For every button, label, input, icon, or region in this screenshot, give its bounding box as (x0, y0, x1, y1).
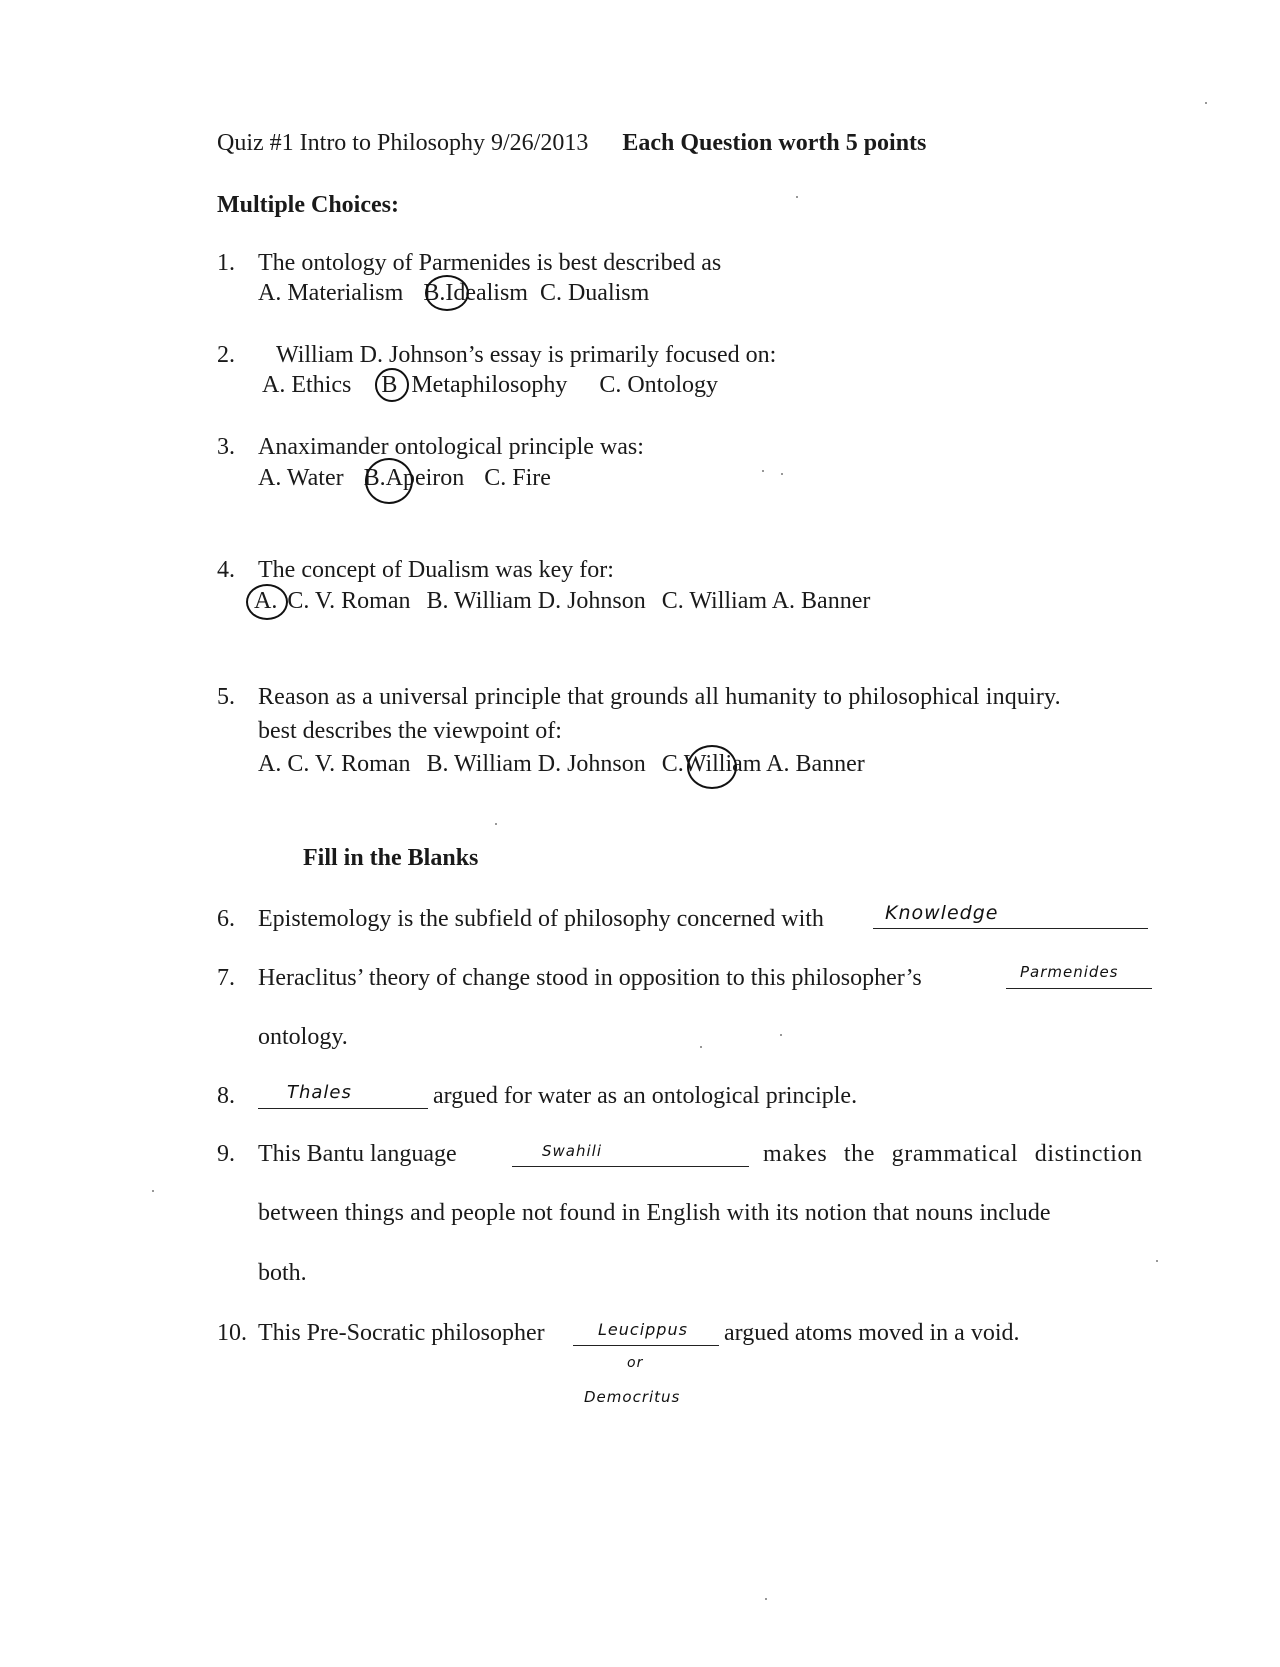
option-c: C. Dualism (539, 280, 650, 306)
question-text: Epistemology is the subfield of philosophy concerned with (258, 906, 824, 932)
scan-speck (780, 1034, 782, 1036)
quiz-title: Quiz #1 Intro to Philosophy 9/26/2013 (217, 130, 589, 156)
question-number: 2. (217, 342, 235, 368)
handwritten-answer: Leucippus (598, 1320, 688, 1339)
question-text-continued: best describes the viewpoint of: (258, 718, 562, 744)
option-c: C. Fire (484, 465, 551, 491)
question-number: 6. (217, 906, 235, 932)
question-number: 4. (217, 557, 235, 583)
question-text: This Bantu language (258, 1141, 457, 1167)
handwritten-answer: Knowledge (885, 902, 999, 924)
handwritten-answer: Parmenides (1020, 963, 1119, 981)
question-number: 5. (217, 684, 235, 710)
section-multiple-choice: Multiple Choices: (217, 192, 399, 218)
quiz-points: Each Question worth 5 points (622, 130, 927, 156)
answer-circle-mark (687, 745, 737, 789)
option-b-text: Idealism (445, 280, 528, 306)
option-b-text: Apeiron (385, 465, 465, 491)
scan-speck (495, 823, 497, 825)
option-c: C. Ontology (599, 372, 719, 398)
option-b-selected: B. (423, 280, 446, 306)
option-a-selected: A. (254, 588, 278, 614)
scan-speck (796, 196, 798, 198)
question-number: 10. (217, 1320, 247, 1346)
scan-speck (762, 470, 764, 472)
option-b-text: Metaphilosophy (411, 372, 568, 398)
question-text-after: argued atoms moved in a void. (724, 1320, 1020, 1346)
handwritten-answer-or: or (627, 1355, 644, 1371)
option-a: A. Water (258, 465, 344, 491)
answer-circle-mark (375, 368, 409, 402)
option-a: A. Materialism (258, 280, 404, 306)
question-number: 1. (217, 250, 235, 276)
answer-circle-mark (246, 584, 288, 620)
answer-blank (873, 928, 1148, 929)
answer-circle-mark (425, 275, 469, 311)
handwritten-answer-alt: Democritus (584, 1388, 681, 1406)
question-options (258, 749, 865, 779)
option-b: B. William D. Johnson (426, 751, 646, 777)
question-text: Anaximander ontological principle was: (258, 434, 644, 460)
answer-blank (573, 1345, 719, 1346)
question-text: The ontology of Parmenides is best described as (258, 250, 722, 276)
option-c: C. William A. Banner (661, 588, 871, 614)
quiz-header (217, 128, 926, 158)
option-a: A. C. V. Roman (258, 751, 411, 777)
answer-blank (1006, 988, 1152, 989)
option-b: B. William D. Johnson (426, 588, 646, 614)
question-number: 7. (217, 965, 235, 991)
question-text: William D. Johnson’s essay is primarily focused on: (276, 342, 777, 368)
question-text-after: makes the grammatical distinction (763, 1141, 1143, 1167)
answer-blank (258, 1108, 428, 1109)
option-b-selected: B (381, 372, 398, 398)
question-number: 3. (217, 434, 235, 460)
option-a: A. Ethics (262, 372, 352, 398)
question-text: The concept of Dualism was key for: (258, 557, 614, 583)
option-c-text: William A. Banner (683, 751, 865, 777)
scan-speck (152, 1190, 154, 1192)
scan-speck (1156, 1260, 1158, 1262)
question-text-continued: ontology. (258, 1024, 348, 1050)
question-text: Reason as a universal principle that grounds all humanity to philosophical inquiry. (258, 684, 1061, 710)
question-options (262, 370, 718, 400)
section-fill-in-blanks: Fill in the Blanks (303, 845, 479, 871)
question-number: 8. (217, 1083, 235, 1109)
option-a-text: C. V. Roman (287, 588, 411, 614)
question-text: argued for water as an ontological principle. (433, 1083, 858, 1109)
option-c-selected: C. (661, 751, 684, 777)
handwritten-answer: Thales (287, 1082, 352, 1103)
question-text-continued: both. (258, 1260, 307, 1286)
scan-speck (700, 1046, 702, 1048)
scan-speck (781, 473, 783, 475)
option-b-selected: B. (363, 465, 386, 491)
question-number: 9. (217, 1141, 235, 1167)
handwritten-answer: Swahili (542, 1142, 602, 1160)
question-text: Heraclitus’ theory of change stood in opposition to this philosopher’s (258, 965, 922, 991)
question-options (254, 586, 870, 616)
scan-speck (1205, 102, 1207, 104)
answer-blank (512, 1166, 749, 1167)
answer-circle-mark (365, 458, 413, 504)
scan-speck (765, 1598, 767, 1600)
question-text-continued: between things and people not found in English with its notion that nouns include (258, 1200, 1051, 1226)
question-text: This Pre-Socratic philosopher (258, 1320, 545, 1346)
